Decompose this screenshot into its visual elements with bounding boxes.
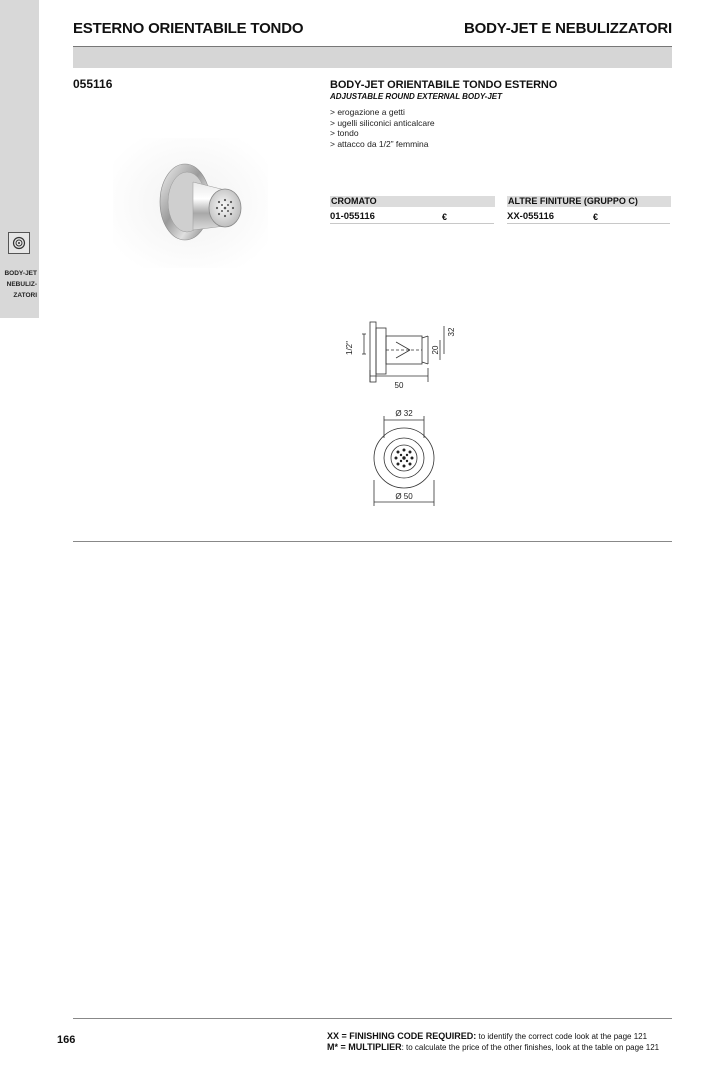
page-number: 166 [57,1034,76,1046]
section-divider [73,541,672,542]
section-tab-line: BODY-JET [4,270,37,277]
small-dim-label: 20 [431,345,440,355]
product-title: BODY-JET ORIENTABILE TONDO ESTERNO [330,79,558,91]
section-title: BODY-JET E NEBULIZZATORI [464,20,672,37]
other-article-code: XX-055116 [507,211,555,222]
page-title: ESTERNO ORIENTABILE TONDO [73,20,304,37]
height-label: 32 [447,327,456,337]
product-subtitle: ADJUSTABLE ROUND EXTERNAL BODY-JET [330,92,503,101]
product-photo [113,138,268,268]
section-tab-line: NEBULIZ- [6,281,37,288]
header-band [73,47,672,68]
other-finish-heading: ALTRE FINITURE (GRUPPO C) [507,196,671,207]
product-code: 055116 [73,77,113,91]
wall-flange-side [370,322,376,382]
note-bold: = MULTIPLIER [338,1042,402,1052]
section-tab-label [0,268,37,301]
section-tab [0,0,39,318]
other-finish-row [507,211,670,224]
chrome-finish-heading: CROMATO [330,196,495,207]
note-key: XX [327,1031,340,1041]
footer-rule [73,1018,672,1019]
note-bold: = FINISHING CODE REQUIRED: [339,1031,477,1041]
feature-item: > erogazione a getti [330,107,405,117]
note-key: M* [327,1042,338,1052]
feature-item: > ugelli siliconici anticalcare [330,117,435,128]
footer-notes [327,1031,659,1053]
section-tab-line: ZATORI [13,292,37,299]
multiplier-note [327,1042,659,1053]
note-text: to identify the correct code look at the page 121 [476,1032,648,1041]
chrome-price-currency: € [442,212,448,222]
feature-item: > tondo [330,128,359,138]
other-price-currency: € [593,212,599,222]
note-text: : to calculate the price of the other finishes, look at the table on page 121 [401,1043,660,1052]
feature-list [330,107,435,149]
technical-drawing [330,310,480,510]
finishing-code-note [327,1031,659,1042]
chrome-finish-row [330,211,494,224]
thread-label: 1/2" [345,341,354,355]
chrome-article-code: 01-055116 [330,211,375,222]
inner-diameter-label: Ø 32 [395,409,413,418]
feature-item: > attacco da 1/2” femmina [330,138,429,149]
outer-diameter-label: Ø 50 [395,492,413,501]
round-jet-icon [8,232,30,254]
depth-label: 50 [394,381,404,390]
